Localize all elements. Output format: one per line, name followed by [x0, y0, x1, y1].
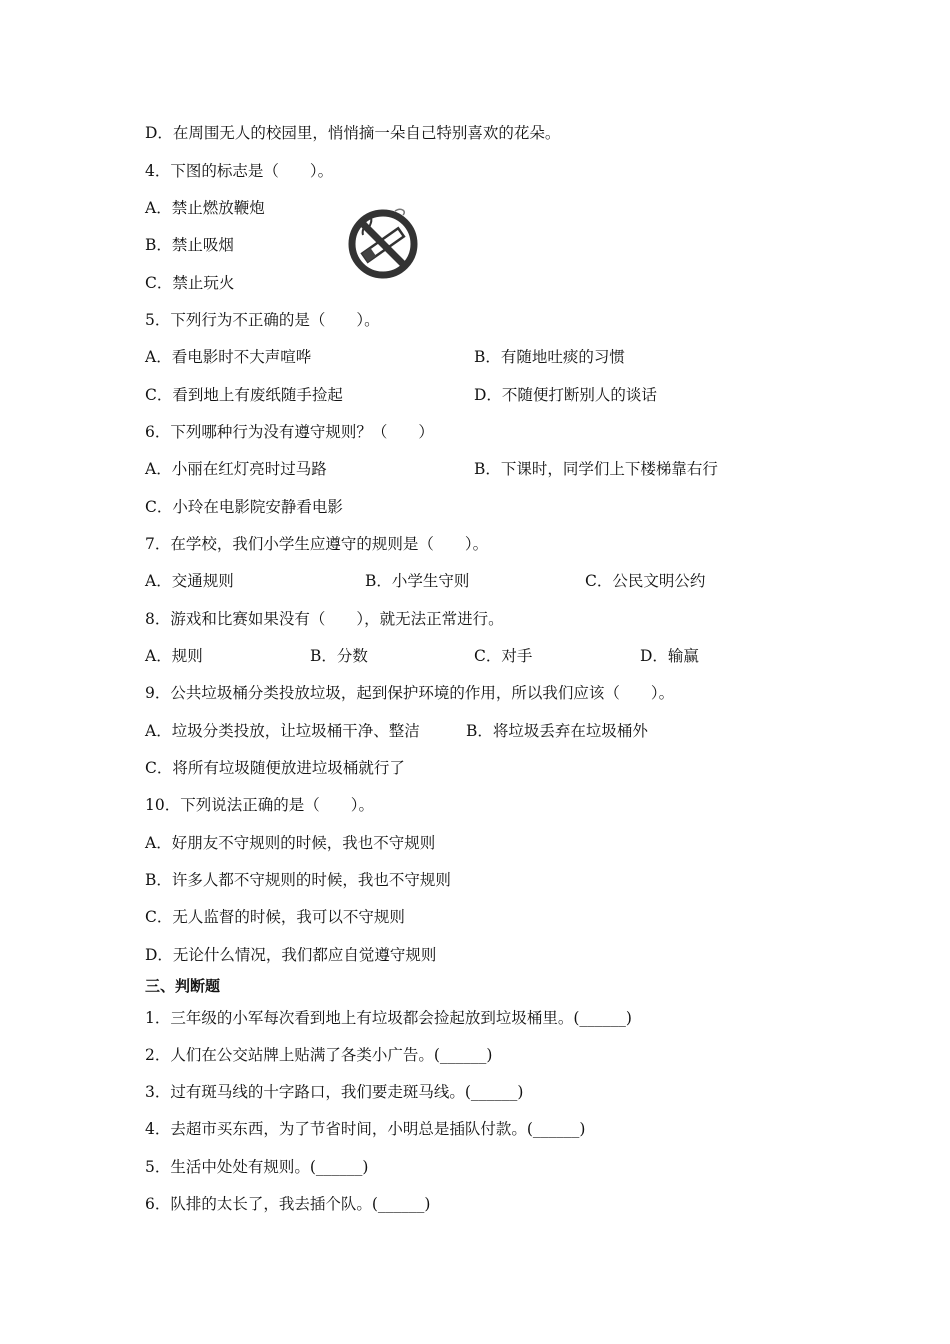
q5-option-b: B．有随地吐痰的习惯 — [474, 348, 625, 366]
q6-option-c: C．小玲在电影院安静看电影 — [145, 498, 343, 516]
q9-question: 9．公共垃圾桶分类投放垃圾，起到保护环境的作用，所以我们应该（ ）。 — [145, 684, 675, 702]
judge-item-2: 2．人们在公交站牌上贴满了各类小广告。(______) — [145, 1046, 493, 1064]
q7-option-a: A．交通规则 — [145, 572, 234, 590]
judge-item-5: 5．生活中处处有规则。(______) — [145, 1158, 369, 1176]
judge-item-6: 6．队排的太长了，我去插个队。(______) — [145, 1195, 431, 1213]
q4-option-c: C．禁止玩火 — [145, 274, 235, 292]
q10-question: 10．下列说法正确的是（ ）。 — [145, 796, 374, 814]
q8-option-d: D．输赢 — [640, 647, 699, 665]
q8-option-b: B．分数 — [310, 647, 368, 665]
q6-question: 6．下列哪种行为没有遵守规则？（ ） — [145, 423, 434, 441]
no-smoking-icon — [343, 205, 423, 279]
q8-option-c: C．对手 — [474, 647, 533, 665]
q7-option-b: B．小学生守则 — [365, 572, 470, 590]
q7-option-c: C．公民文明公约 — [585, 572, 706, 590]
q5-option-c: C．看到地上有废纸随手捡起 — [145, 386, 343, 404]
q9-option-c: C．将所有垃圾随便放进垃圾桶就行了 — [145, 759, 405, 777]
q6-option-b: B．下课时，同学们上下楼梯靠右行 — [474, 460, 718, 478]
q8-question: 8．游戏和比赛如果没有（ ），就无法正常进行。 — [145, 610, 504, 628]
q4-option-a: A．禁止燃放鞭炮 — [145, 199, 265, 217]
q9-option-a: A．垃圾分类投放，让垃圾桶干净、整洁 — [145, 722, 420, 740]
q10-option-b: B．许多人都不守规则的时候，我也不守规则 — [145, 871, 451, 889]
section-title: 三、判断题 — [145, 977, 221, 995]
q4-option-b: B．禁止吸烟 — [145, 236, 234, 254]
judge-item-1: 1．三年级的小军每次看到地上有垃圾都会捡起放到垃圾桶里。(______) — [145, 1009, 632, 1027]
q6-option-a: A．小丽在红灯亮时过马路 — [145, 460, 327, 478]
judge-item-3: 3．过有斑马线的十字路口，我们要走斑马线。(______) — [145, 1083, 524, 1101]
judge-item-4: 4．去超市买东西，为了节省时间，小明总是插队付款。(______) — [145, 1120, 586, 1138]
q5-option-d: D．不随便打断别人的谈话 — [474, 386, 657, 404]
q5-option-a: A．看电影时不大声喧哗 — [145, 348, 312, 366]
q7-question: 7．在学校，我们小学生应遵守的规则是（ ）。 — [145, 535, 489, 553]
q10-option-c: C．无人监督的时候，我可以不守规则 — [145, 908, 405, 926]
q5-question: 5．下列行为不正确的是（ ）。 — [145, 311, 380, 329]
q9-option-b: B．将垃圾丢弃在垃圾桶外 — [466, 722, 648, 740]
q3-option-d: D．在周围无人的校园里，悄悄摘一朵自己特别喜欢的花朵。 — [145, 124, 561, 142]
q10-option-a: A．好朋友不守规则的时候，我也不守规则 — [145, 834, 436, 852]
q4-question: 4．下图的标志是（ ）。 — [145, 162, 334, 180]
q10-option-d: D．无论什么情况，我们都应自觉遵守规则 — [145, 946, 437, 964]
q8-option-a: A．规则 — [145, 647, 203, 665]
